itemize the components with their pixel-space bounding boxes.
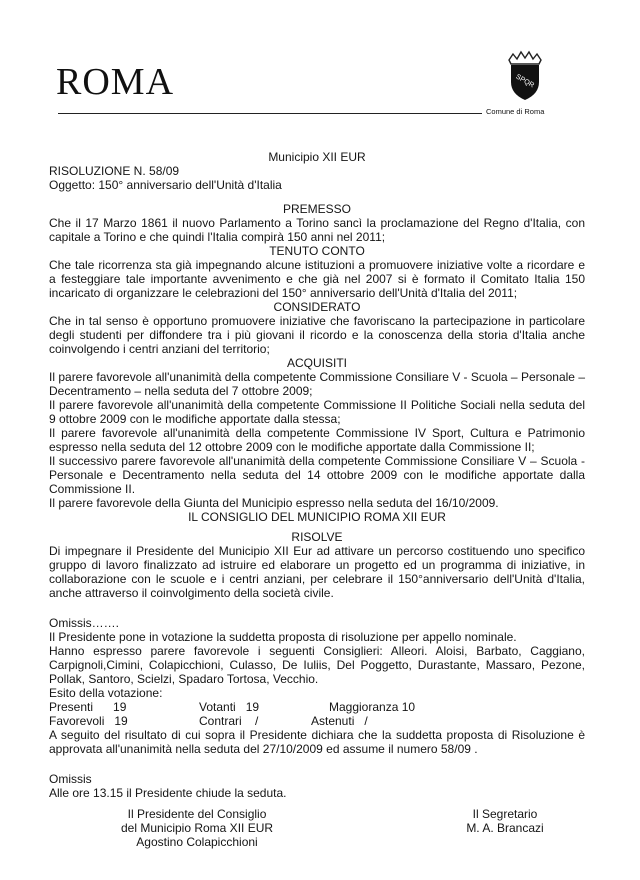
maggioranza-label: Maggioranza: [329, 700, 399, 714]
votazione-intro: Il Presidente pone in votazione la suddetta proposta di risoluzione per appello nominale.: [49, 630, 517, 644]
risoluzione-number: RISOLUZIONE N. 58/09: [49, 164, 180, 178]
presenti-value: 19: [113, 700, 127, 714]
acquisiti-item: Il successivo parere favorevole all'unanimità della competente Commissione Consiliare V – Scuola - Personale e Decentramento nella seduta del 14 ottobre 2009 con le modifiche apportate dalla Commissione II.: [49, 454, 585, 496]
premesso-heading: PREMESSO: [282, 202, 351, 216]
acquisiti-item: Il parere favorevole della Giunta del Municipio espresso nella seduta del 16/10/2009.: [49, 496, 499, 510]
acquisiti-heading: ACQUISITI: [286, 356, 347, 370]
contrari-value: /: [255, 714, 259, 728]
votanti-label: Votanti: [199, 700, 236, 714]
presidente-signature: [112, 807, 282, 849]
municipio-heading: Municipio XII EUR: [268, 150, 366, 164]
premesso-text: Che il 17 Marzo 1861 il nuovo Parlamento a Torino sancì la proclamazione del Regno d'Italia, con capitale a Torino e che quindi l'Italia compirà 150 anni nel 2011;: [49, 216, 585, 244]
segretario-name: M. A. Brancazi: [466, 821, 544, 835]
omissis-line: Omissis…….: [49, 616, 119, 630]
tenuto-conto-heading: TENUTO CONTO: [269, 244, 365, 258]
presidente-title: Il Presidente del Consiglio: [127, 807, 267, 821]
maggioranza-value: 10: [401, 700, 416, 714]
oggetto-line: Oggetto: 150° anniversario dell'Unità d'Italia: [49, 178, 282, 192]
astenuti-label: Astenuti: [311, 714, 355, 728]
astenuti-value: /: [364, 714, 368, 728]
esito-label: Esito della votazione:: [49, 686, 163, 700]
votanti-value: 19: [245, 700, 260, 714]
omissis-line-2: Omissis: [49, 772, 92, 786]
contrari-label: Contrari: [199, 714, 242, 728]
segretario-signature: [455, 807, 555, 835]
chiusura-line: Alle ore 13.15 il Presidente chiude la seduta.: [49, 786, 287, 800]
acquisiti-item: Il parere favorevole all'unanimità della competente Commissione Consiliare V - Scuola – Personale – Decentramento – nella seduta del 7 ottobre 2009;: [49, 370, 585, 398]
favorevoli-label: Favorevoli: [49, 714, 105, 728]
tenuto-conto-text: Che tale ricorrenza sta già impegnando alcune istituzioni a promuovere iniziative volte a ricordare e a festeggiare tale importante avvenimento e che già nel 2007 si è formato il Comitato Italia 150 incaricato di organizzare le celebrazioni del 150° anniversario dell'Unità d'Italia del 2011;: [49, 258, 585, 300]
risolve-heading: RISOLVE: [291, 530, 343, 544]
vote-row-2: [49, 714, 585, 728]
consiglio-heading: IL CONSIGLIO DEL MUNICIPIO ROMA XII EUR: [188, 510, 446, 524]
presenti-label: Presenti: [49, 700, 94, 714]
vote-row-1: [49, 700, 585, 714]
crest-icon: [503, 50, 547, 102]
document-body: [49, 150, 585, 800]
presidente-municipio: del Municipio Roma XII EUR: [120, 821, 274, 835]
acquisiti-item: Il parere favorevole all'unanimità della competente Commissione IV Sport, Cultura e Patrimonio espresso nella seduta del 12 ottobre 2009 con le modifiche apportate dalla Commissione II;: [49, 426, 585, 454]
favorevoli-value: 19: [114, 714, 128, 728]
roma-logo: ROMA: [56, 61, 175, 103]
risolve-text: Di impegnare il Presidente del Municipio XII Eur ad attivare un percorso costituendo uno specifico gruppo di lavoro finalizzato ad istruire ed elaborare un progetto ed un programma di iniziative, in collaborazione con le scuole e i centri anziani, per celebrare il 150°anniversario dell'Unità d'Italia, anche attraverso il coinvolgimento della società civile.: [49, 544, 585, 600]
considerato-heading: CONSIDERATO: [273, 300, 361, 314]
considerato-text: Che in tal senso è opportuno promuovere iniziative che favoriscano la partecipazione in particolare degli studenti per diffondere tra i più giovani il ricordo e la conoscenza della storia d'Italia anche coinvolgendo i centri anziani del territorio;: [49, 314, 585, 356]
header-divider: [58, 113, 482, 114]
segretario-title: Il Segretario: [472, 807, 538, 821]
presidente-name: Agostino Colapicchioni: [136, 835, 258, 849]
consiglieri-list: Hanno espresso parere favorevole i seguenti Consiglieri: Alleori. Aloisi, Barbato, Caggiano, Carpignoli,Cimini, Colapicchioni, Culasso, De Iuliis, Del Poggetto, Durastante, Massaro, Pezone, Pollak, Santoro, Scielzi, Spadaro Tortosa, Vecchio.: [49, 644, 585, 686]
acquisiti-item: Il parere favorevole all'unanimità della competente Commissione II Politiche Sociali nella seduta del 9 ottobre 2009 con le modifiche apportate dalla stessa;: [49, 398, 585, 426]
esito-text: A seguito del risultato di cui sopra il Presidente dichiara che la suddetta proposta di Risoluzione è approvata all'unanimità nella seduta del 27/10/2009 ed assume il numero 58/09 .: [49, 728, 585, 756]
comune-label: Comune di Roma: [486, 107, 545, 116]
crest-lettering: SPQR: [514, 73, 536, 90]
